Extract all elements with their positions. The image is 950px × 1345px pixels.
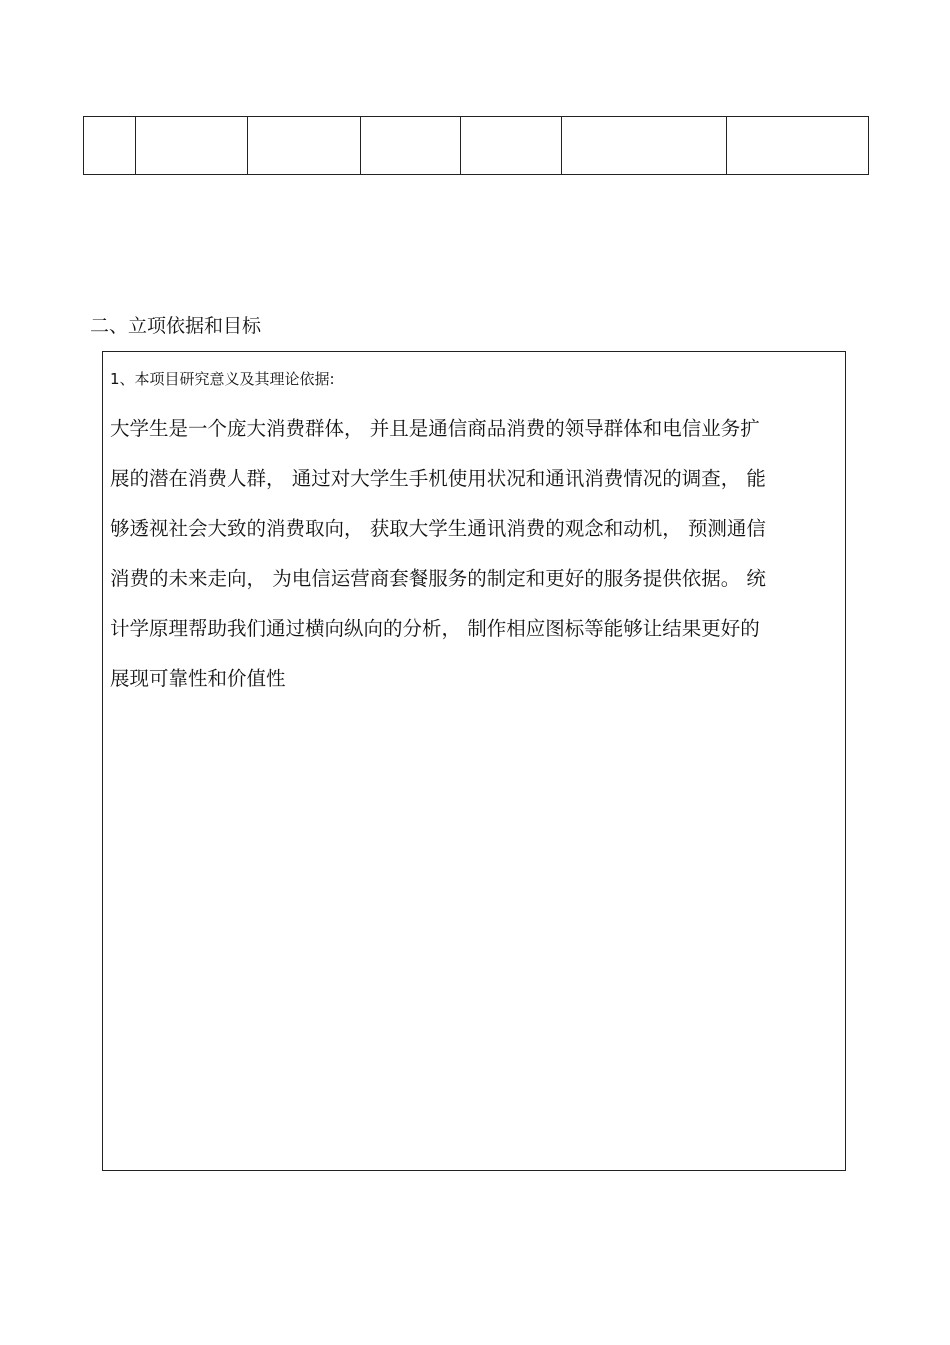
research-significance-box <box>102 351 846 1171</box>
paragraph-line: 计学原理帮助我们通过横向纵向的分析， 制作相应图标等能够让结果更好的 <box>110 617 760 640</box>
top-empty-table <box>83 116 869 175</box>
paragraph-line: 展现可靠性和价值性 <box>110 667 286 690</box>
paragraph-line: 大学生是一个庞大消费群体， 并且是通信商品消费的领导群体和电信业务扩 <box>110 417 760 440</box>
table-cell <box>84 117 136 175</box>
table-row <box>84 117 869 175</box>
table-cell <box>461 117 562 175</box>
item-heading: 1、本项目研究意义及其理论依据: <box>110 370 335 388</box>
table-cell <box>562 117 727 175</box>
section-title: 二、立项依据和目标 <box>90 315 262 337</box>
paragraph-line: 展的潜在消费人群， 通过对大学生手机使用状况和通讯消费情况的调查， 能 <box>110 467 766 490</box>
table-cell <box>727 117 869 175</box>
table-cell <box>361 117 461 175</box>
paragraph-line: 够透视社会大致的消费取向， 获取大学生通讯消费的观念和动机， 预测通信 <box>110 517 766 540</box>
paragraph-line: 消费的未来走向， 为电信运营商套餐服务的制定和更好的服务提供依据。 统 <box>110 567 766 590</box>
body-paragraph <box>110 404 838 704</box>
table-cell <box>248 117 361 175</box>
table-cell <box>136 117 248 175</box>
